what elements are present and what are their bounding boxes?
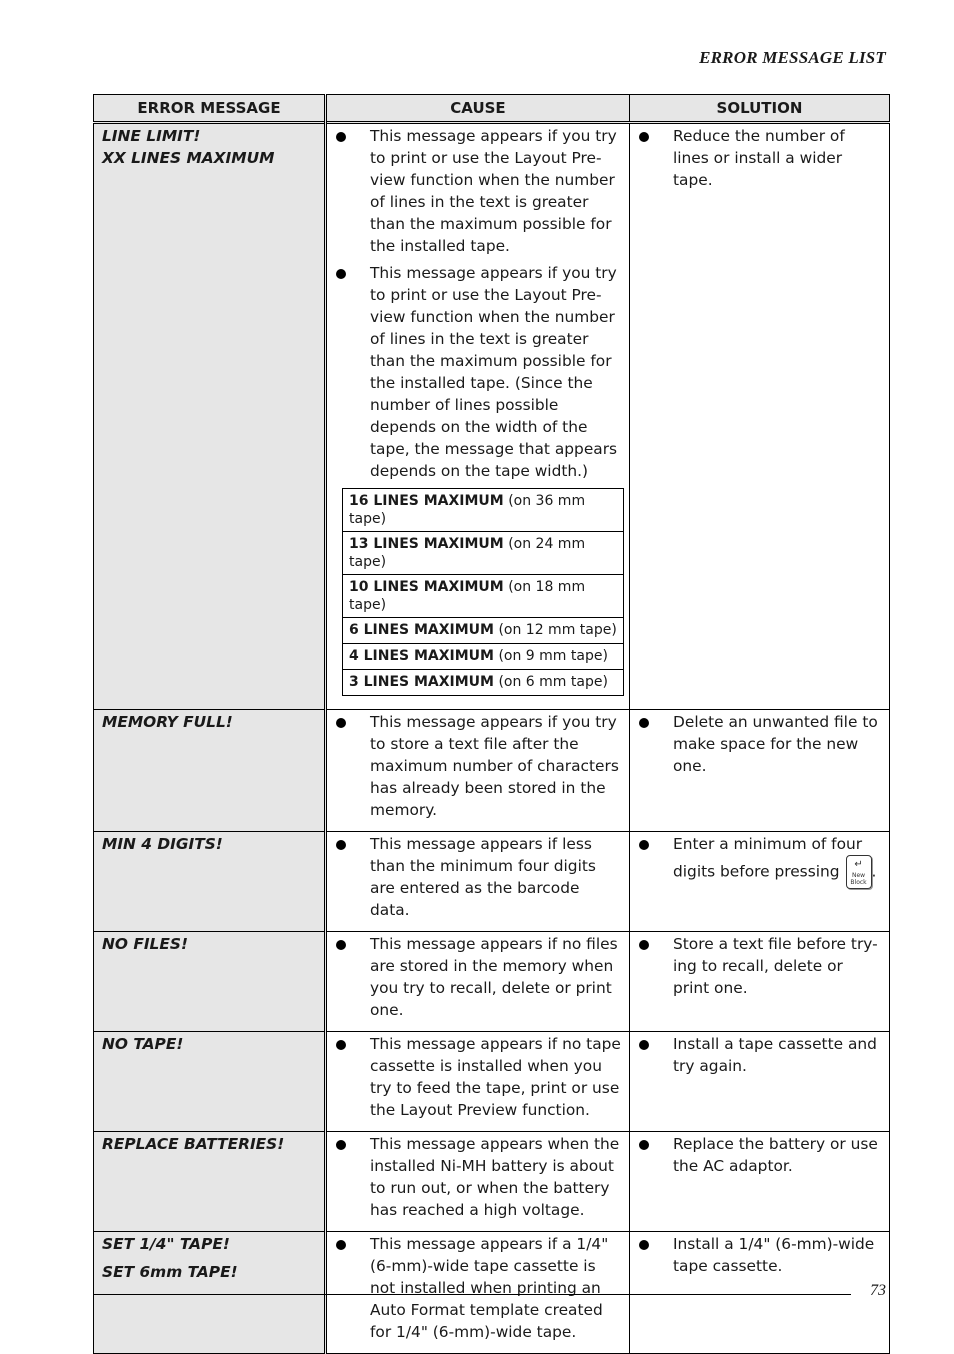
list-item — [334, 711, 623, 821]
error-message-text: NO TAPE! — [102, 1035, 184, 1053]
cause-cell — [326, 1032, 630, 1132]
error-message-text: REPLACE BATTERIES! — [102, 1135, 285, 1153]
tape-width: (on 12 mm tape) — [498, 622, 617, 638]
tape-width: (on 9 mm tape) — [498, 648, 608, 664]
solution-cell — [630, 123, 890, 710]
line-limit-row — [343, 532, 624, 575]
solution-cell — [630, 1232, 890, 1354]
error-message-text: LINE LIMIT! — [102, 127, 201, 145]
bullet-icon — [639, 718, 649, 728]
line-limit-message: 3 LINES MAXIMUM — [349, 674, 494, 690]
cause-cell — [326, 710, 630, 832]
list-item — [637, 125, 883, 191]
page-header-title: ERROR MESSAGE LIST — [699, 48, 886, 67]
enter-key-icon — [846, 855, 872, 889]
table-row — [94, 1132, 890, 1232]
bullet-icon — [336, 940, 346, 950]
tape-width: (on 36 mm tape) — [349, 493, 586, 527]
bullet-icon — [336, 1140, 346, 1150]
solution-cell — [630, 832, 890, 932]
line-limit-message: 4 LINES MAXIMUM — [349, 648, 494, 664]
list-item — [334, 1033, 623, 1121]
line-limit-table — [342, 488, 624, 696]
bullet-icon — [639, 840, 649, 850]
line-limit-row — [343, 489, 624, 532]
error-message-table — [93, 94, 890, 1354]
solution-text-end: . — [871, 862, 877, 881]
solution-cell — [630, 1132, 890, 1232]
error-message-text: MIN 4 DIGITS! — [102, 835, 223, 853]
list-item — [637, 1033, 883, 1077]
bullet-icon — [639, 1040, 649, 1050]
solution-cell — [630, 932, 890, 1032]
list-item — [334, 933, 623, 1021]
cause-text: This message appears if you try to print or use the Layout Pre-view function when the number of lines in the text is greater than the maximum possible for the installed tape. (Since the number of lines possible depends on the width of the tape, the message that appears depends on the tape width.) — [370, 264, 618, 480]
solution-text: Reduce the number of lines or install a wider tape. — [673, 127, 845, 189]
cause-text: This message appears if a 1/4" (6-mm)-wide tape cassette is not installed when printing an Auto Format template created for 1/4" (6-mm)-wide tape. — [370, 1235, 609, 1341]
solution-text: Store a text file before try-ing to recall, delete or print one. — [673, 935, 878, 997]
column-header-solution: SOLUTION — [630, 95, 890, 123]
error-message-text: SET 6mm TAPE! — [102, 1263, 238, 1281]
bullet-icon — [639, 1140, 649, 1150]
list-item — [334, 1133, 623, 1221]
table-row — [94, 832, 890, 932]
line-limit-row — [343, 644, 624, 670]
cause-cell — [326, 1232, 630, 1354]
cause-text: This message appears if you try to print or use the Layout Pre-view function when the number of lines in the text is greater than the maximum possible for the installed tape. — [370, 127, 617, 255]
bullet-icon — [639, 940, 649, 950]
line-limit-message: 6 LINES MAXIMUM — [349, 622, 494, 638]
solution-text: Replace the battery or use the AC adaptor. — [673, 1135, 878, 1175]
bullet-icon — [639, 132, 649, 142]
return-arrow-icon: ↵ — [854, 859, 863, 870]
bullet-icon — [336, 718, 346, 728]
column-header-error-message: ERROR MESSAGE — [94, 95, 326, 123]
table-row — [94, 123, 890, 710]
error-message-cell — [94, 1132, 326, 1232]
cause-cell — [326, 1132, 630, 1232]
bullet-icon — [336, 840, 346, 850]
list-item — [334, 833, 623, 921]
cause-text: This message appears if less than the minimum four digits are entered as the barcode data. — [370, 835, 596, 919]
solution-text: Install a 1/4" (6-mm)-wide tape cassette. — [673, 1235, 875, 1275]
list-item — [334, 125, 623, 257]
bullet-icon — [639, 1240, 649, 1250]
cause-cell — [326, 932, 630, 1032]
line-limit-row — [343, 575, 624, 618]
table-row — [94, 710, 890, 832]
bullet-icon — [336, 1040, 346, 1050]
tape-width: (on 6 mm tape) — [498, 674, 608, 690]
error-message-cell — [94, 710, 326, 832]
footer-divider — [93, 1294, 851, 1295]
solution-text: Delete an unwanted file to make space for the new one. — [673, 713, 878, 775]
list-item — [637, 1233, 883, 1277]
table-row — [94, 932, 890, 1032]
line-limit-message: 16 LINES MAXIMUM — [349, 493, 504, 509]
page-number: 73 — [870, 1282, 886, 1299]
bullet-icon — [336, 269, 346, 279]
error-message-text: XX LINES MAXIMUM — [102, 149, 275, 167]
list-item — [637, 711, 883, 777]
error-message-text: NO FILES! — [102, 935, 188, 953]
solution-cell — [630, 1032, 890, 1132]
bullet-icon — [336, 132, 346, 142]
cause-cell — [326, 123, 630, 710]
line-limit-row — [343, 670, 624, 696]
column-header-cause: CAUSE — [326, 95, 630, 123]
error-message-text: MEMORY FULL! — [102, 713, 233, 731]
key-label: New — [851, 872, 866, 879]
cause-text: This message appears if no tape cassette is installed when you try to feed the tape, print or use the Layout Preview function. — [370, 1035, 621, 1119]
error-message-cell — [94, 832, 326, 932]
error-message-text: SET 1/4" TAPE! — [102, 1235, 230, 1253]
solution-text: Install a tape cassette and try again. — [673, 1035, 877, 1075]
line-limit-message: 13 LINES MAXIMUM — [349, 536, 504, 552]
cause-text: This message appears when the installed Ni-MH battery is about to run out, or when the battery has reached a high voltage. — [370, 1135, 620, 1219]
bullet-icon — [336, 1240, 346, 1250]
line-limit-row — [343, 618, 624, 644]
error-message-cell — [94, 123, 326, 710]
list-item — [637, 833, 883, 889]
line-limit-message: 10 LINES MAXIMUM — [349, 579, 504, 595]
tape-width: (on 24 mm tape) — [349, 536, 586, 570]
solution-text — [673, 833, 883, 889]
error-message-cell — [94, 1232, 326, 1354]
solution-cell — [630, 710, 890, 832]
cause-text: This message appears if you try to store a text file after the maximum number of characters has already been stored in the memory. — [370, 713, 619, 819]
error-message-cell — [94, 932, 326, 1032]
list-item — [637, 1133, 883, 1177]
table-header-row — [94, 95, 890, 123]
table-row — [94, 1032, 890, 1132]
error-message-cell — [94, 1032, 326, 1132]
list-item — [334, 262, 623, 482]
list-item — [334, 1233, 623, 1343]
list-item — [637, 933, 883, 999]
tape-width: (on 18 mm tape) — [349, 579, 586, 613]
cause-cell — [326, 832, 630, 932]
key-label: Block — [850, 879, 867, 886]
cause-text: This message appears if no files are stored in the memory when you try to recall, delete or print one. — [370, 935, 618, 1019]
table-row — [94, 1232, 890, 1354]
solution-text-part: Enter a minimum of four digits before pressing — [673, 835, 863, 881]
